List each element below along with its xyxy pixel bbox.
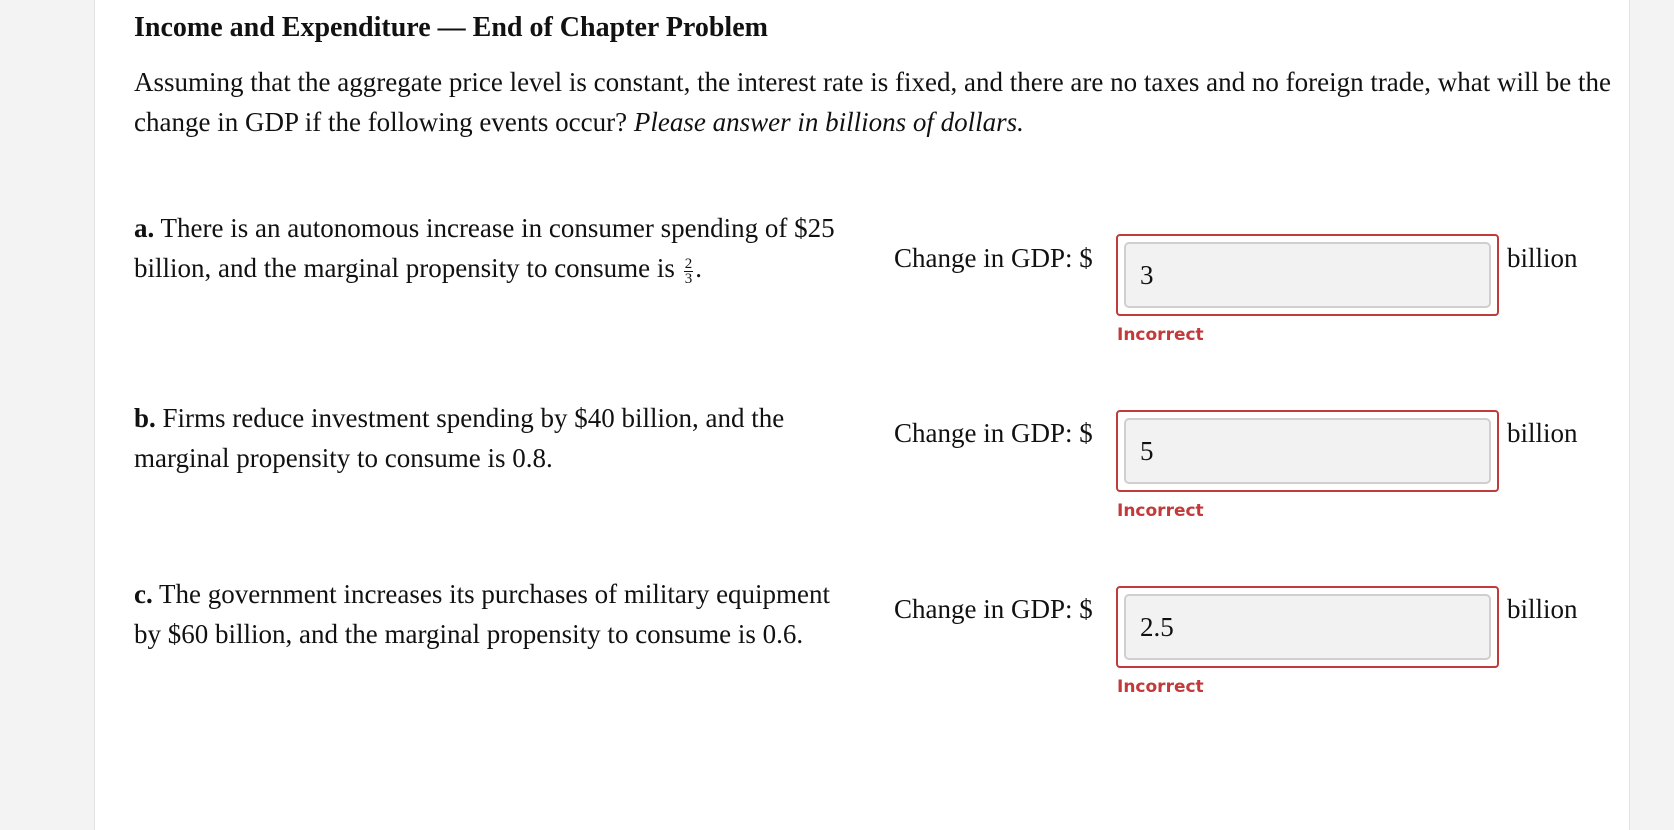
problem-page: [94, 0, 1630, 830]
question-a-letter: a.: [134, 213, 155, 243]
answer-a-box: [1116, 234, 1499, 316]
answer-c-box: [1116, 586, 1499, 668]
fraction-denominator: 3: [684, 271, 693, 287]
answer-c-feedback: Incorrect: [1117, 677, 1204, 697]
answer-c-label: Change in GDP: $: [894, 594, 1093, 624]
page-title: Income and Expenditure — End of Chapter Problem: [134, 12, 768, 43]
intro-text: Assuming that the aggregate price level is constant, the interest rate is fixed, and there are no taxes and no foreign trade, what will be the change in GDP if the following events occur?: [134, 67, 1611, 137]
mpc-fraction: [684, 257, 694, 286]
fraction-numerator: 2: [684, 256, 693, 272]
answer-c-input[interactable]: [1124, 594, 1491, 660]
intro-emphasis: Please answer in billions of dollars.: [633, 107, 1024, 137]
answer-b-label: Change in GDP: $: [894, 418, 1093, 448]
answer-b-box: [1116, 410, 1499, 492]
question-a-trailing: .: [695, 253, 702, 283]
question-b-letter: b.: [134, 403, 156, 433]
answer-a-input[interactable]: [1124, 242, 1491, 308]
answer-b-unit: billion: [1507, 418, 1578, 448]
answer-b-feedback: Incorrect: [1117, 501, 1204, 521]
answer-a-label: Change in GDP: $: [894, 243, 1093, 273]
answer-b-input[interactable]: [1124, 418, 1491, 484]
question-c-text: The government increases its purchases of military equipment by $60 billion, and the marginal propensity to consume is 0.6.: [134, 579, 831, 649]
question-c-letter: c.: [134, 579, 153, 609]
question-b: [134, 398, 854, 478]
question-a: [134, 208, 854, 288]
question-a-text: There is an autonomous increase in consumer spending of $25 billion, and the marginal propensity to consume is: [134, 213, 835, 283]
answer-a-feedback: Incorrect: [1117, 325, 1204, 345]
answer-a-unit: billion: [1507, 243, 1578, 273]
question-b-text: Firms reduce investment spending by $40 billion, and the marginal propensity to consume is 0.8.: [134, 403, 785, 473]
answer-c-unit: billion: [1507, 594, 1578, 624]
problem-intro: [134, 62, 1634, 142]
question-c: [134, 574, 854, 654]
